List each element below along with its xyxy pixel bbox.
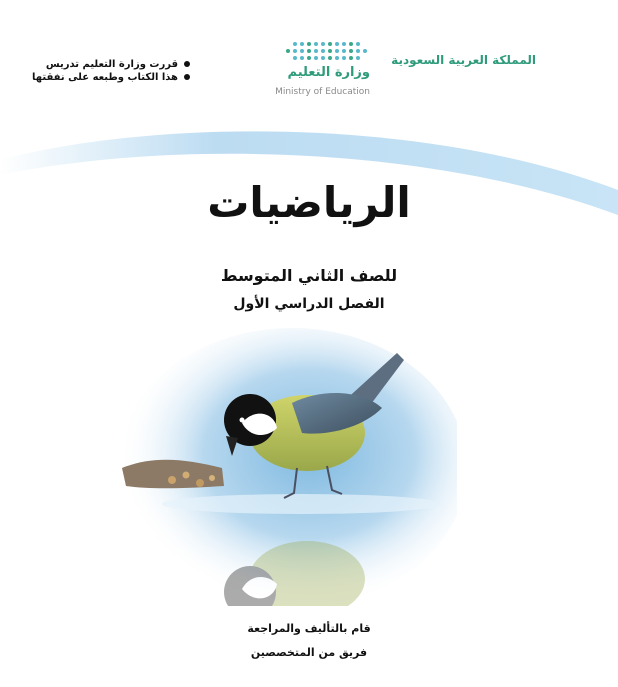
logo-dot [356,42,360,46]
logo-dot [293,42,297,46]
bird-illustration [112,328,457,606]
approval-notice [32,58,190,84]
logo-dot [328,49,332,53]
approval-line-1: قررت وزارة التعليم تدريس [50,58,190,71]
logo-dot [321,49,325,53]
logo-dot [342,56,346,60]
logo-dot [321,42,325,46]
logo-dot [356,56,360,60]
logo-dot [335,42,339,46]
logo-dot [342,42,346,46]
term-subtitle: الفصل الدراسي الأول [233,296,385,312]
kingdom-label-wrap [391,53,536,67]
logo-dot [335,56,339,60]
authors-label: قام بالتأليف والمراجعة [247,622,371,635]
logo-dot [314,49,318,53]
logo-dot [293,56,297,60]
book-title: الرياضيات [207,178,411,227]
logo-dot [307,49,311,53]
ministry-name-english: Ministry of Education [275,87,370,97]
logo-dot [293,49,297,53]
logo-dot [314,56,318,60]
logo-dot [314,42,318,46]
ministry-logo [242,40,370,106]
logo-dot [349,42,353,46]
ministry-name-arabic: وزارة التعليم [287,65,370,80]
logo-dot [286,49,290,53]
logo-dot [300,42,304,46]
logo-dot [363,49,367,53]
logo-dot [328,42,332,46]
approval-line-2: هذا الكتاب وطبعه على نفقتها [50,71,190,84]
logo-dot [321,56,325,60]
logo-dot [349,49,353,53]
logo-dot [307,42,311,46]
logo-dot [307,56,311,60]
grade-subtitle: للصف الثاني المتوسط [220,266,398,285]
logo-dot [335,49,339,53]
logo-dot [300,56,304,60]
ministry-dots-logo-icon [286,40,368,64]
logo-dot [328,56,332,60]
team-label: فريق من المتخصصين [250,646,368,659]
logo-dot [349,56,353,60]
logo-dot [300,49,304,53]
logo-dot [342,49,346,53]
kingdom-label: المملكة العربية السعودية [391,53,536,67]
logo-dot [356,49,360,53]
